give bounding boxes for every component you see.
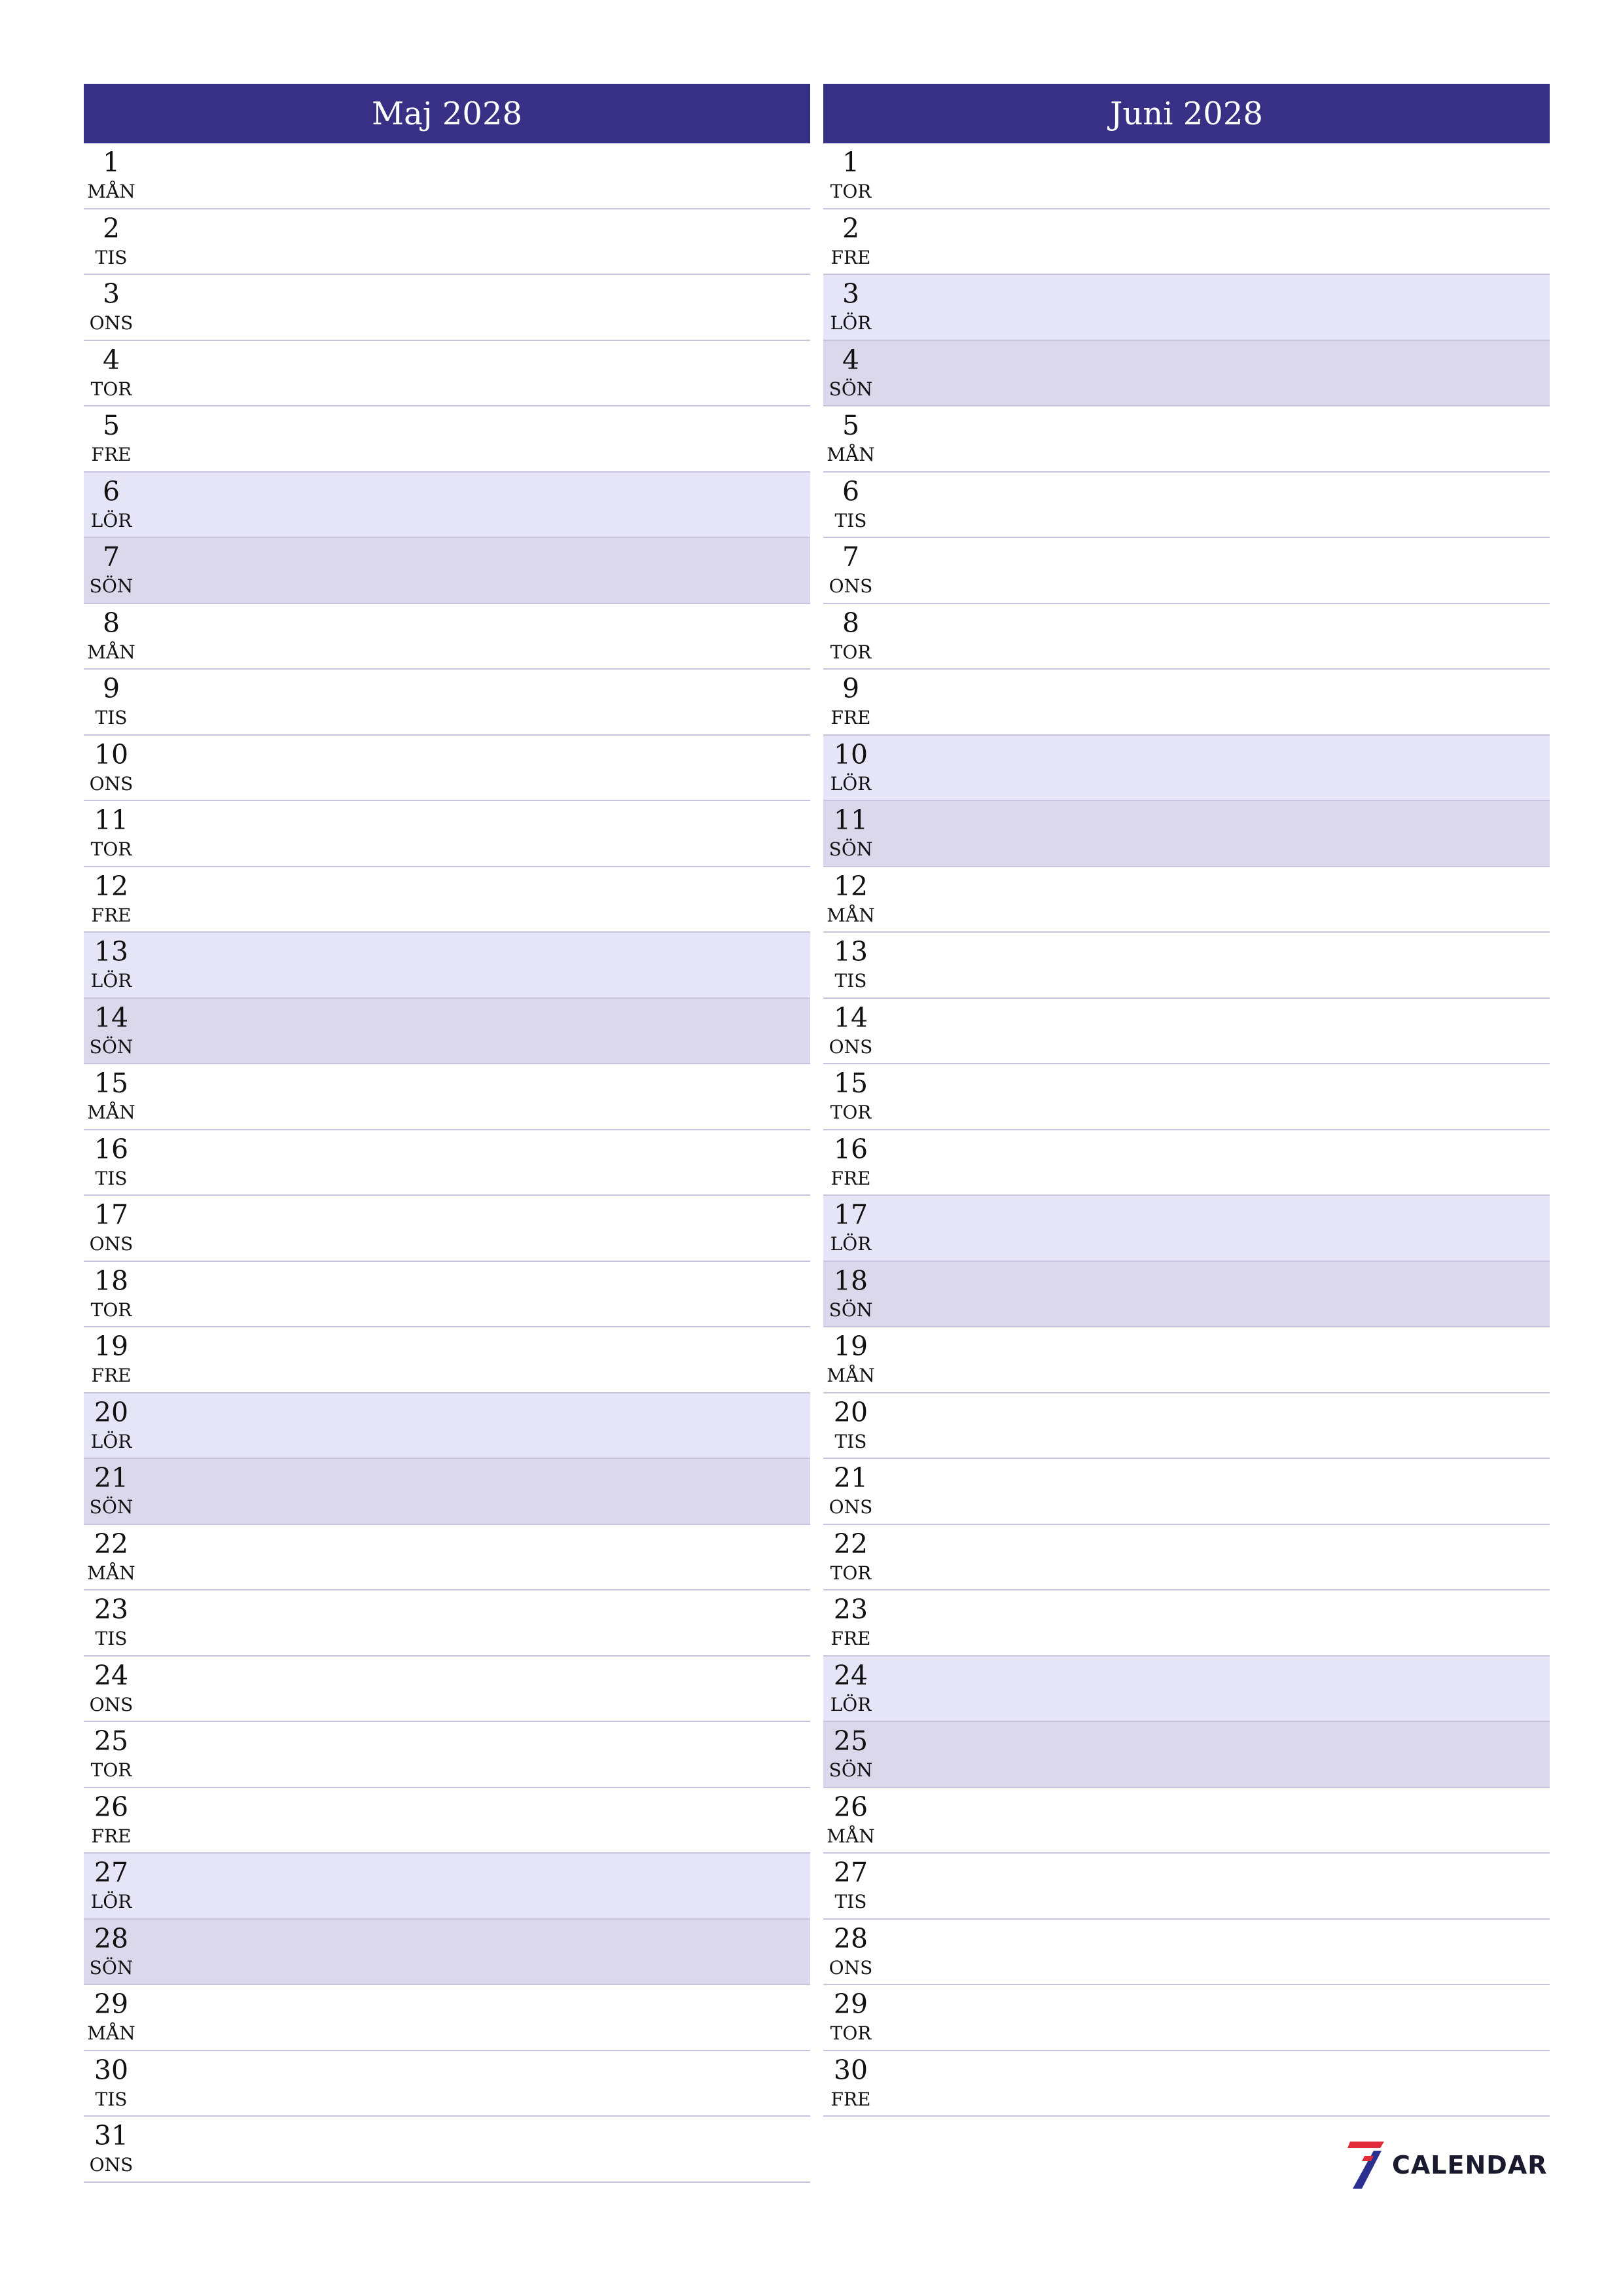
day-row — [84, 1590, 810, 1657]
weekday-label: SÖN — [89, 575, 134, 597]
weekday-label: TIS — [95, 246, 128, 268]
day-number: 29 — [94, 1988, 129, 2020]
day-number: 28 — [833, 1922, 868, 1954]
day-row — [823, 1459, 1550, 1525]
weekday-label: FRE — [830, 1167, 871, 1189]
logo-text: CALENDAR — [1392, 2151, 1548, 2179]
day-row — [84, 1327, 810, 1393]
day-row — [84, 143, 810, 209]
day-row — [823, 341, 1550, 407]
weekday-label: LÖR — [830, 1693, 872, 1715]
weekday-label: SÖN — [89, 1496, 134, 1518]
day-row — [84, 1525, 810, 1591]
day-row — [84, 867, 810, 933]
weekday-label: ONS — [89, 2154, 134, 2176]
day-number: 25 — [94, 1725, 129, 1757]
day-row — [84, 1788, 810, 1854]
day-row — [823, 143, 1550, 209]
day-row — [823, 1657, 1550, 1723]
weekday-label: FRE — [91, 904, 132, 926]
day-number: 2 — [842, 212, 860, 244]
weekday-label: MÅN — [827, 444, 875, 465]
day-row — [823, 1722, 1550, 1788]
day-row — [823, 1854, 1550, 1920]
day-row — [84, 1657, 810, 1723]
day-row — [823, 867, 1550, 933]
day-row — [84, 1985, 810, 2051]
weekday-label: FRE — [830, 2088, 871, 2110]
weekday-label: TIS — [834, 509, 867, 531]
day-row — [823, 1327, 1550, 1393]
day-number: 13 — [94, 936, 129, 967]
weekday-label: SÖN — [829, 378, 873, 400]
day-number: 8 — [102, 607, 120, 639]
day-number: 24 — [833, 1659, 868, 1691]
weekday-label: ONS — [89, 312, 134, 334]
day-number: 4 — [842, 344, 860, 376]
day-row — [84, 473, 810, 539]
day-row — [823, 1064, 1550, 1130]
day-row — [823, 670, 1550, 736]
day-number: 20 — [833, 1396, 868, 1428]
day-row — [823, 736, 1550, 802]
day-number: 13 — [833, 936, 868, 967]
weekday-label: TIS — [834, 970, 867, 992]
weekday-label: TOR — [830, 181, 872, 202]
day-number: 20 — [94, 1396, 129, 1428]
day-row — [84, 275, 810, 341]
day-number: 7 — [102, 541, 120, 573]
weekday-label: LÖR — [90, 1891, 132, 1912]
day-number: 30 — [833, 2054, 868, 2086]
day-row — [823, 275, 1550, 341]
day-number: 15 — [833, 1067, 868, 1099]
day-number: 14 — [833, 1001, 868, 1033]
weekday-label: TIS — [95, 707, 128, 728]
weekday-label: TOR — [90, 1299, 132, 1321]
day-number: 19 — [833, 1331, 868, 1362]
day-number: 16 — [833, 1133, 868, 1165]
day-number: 11 — [94, 804, 129, 836]
day-row — [823, 1788, 1550, 1854]
day-number: 22 — [94, 1528, 129, 1560]
day-number: 5 — [102, 410, 120, 441]
month-column-june — [823, 84, 1550, 2117]
weekday-label: FRE — [830, 246, 871, 268]
weekday-label: SÖN — [829, 1299, 873, 1321]
day-number: 22 — [833, 1528, 868, 1560]
day-number: 28 — [94, 1922, 129, 1954]
day-row — [84, 1130, 810, 1196]
day-number: 1 — [102, 147, 120, 178]
weekday-label: LÖR — [830, 772, 872, 795]
day-row — [84, 1920, 810, 1986]
weekday-label: FRE — [91, 444, 132, 465]
weekday-label: TOR — [830, 2022, 872, 2044]
weekday-label: LÖR — [830, 312, 872, 334]
weekday-label: ONS — [829, 1496, 873, 1518]
weekday-label: FRE — [830, 707, 871, 728]
seven-logo-icon — [1345, 2140, 1387, 2190]
weekday-label: MÅN — [87, 2022, 135, 2044]
day-row — [84, 2051, 810, 2117]
day-row — [823, 406, 1550, 473]
weekday-label: MÅN — [87, 1102, 135, 1123]
weekday-label: TIS — [834, 1430, 867, 1452]
day-row — [84, 1262, 810, 1328]
weekday-label: ONS — [89, 772, 134, 795]
weekday-label: TIS — [95, 1167, 128, 1189]
day-number: 7 — [842, 541, 860, 573]
day-number: 2 — [102, 212, 120, 244]
day-number: 11 — [833, 804, 868, 836]
weekday-label: MÅN — [87, 1562, 135, 1584]
day-number: 19 — [94, 1331, 129, 1362]
day-row — [84, 999, 810, 1065]
day-row — [84, 2117, 810, 2183]
day-row — [84, 1196, 810, 1262]
weekday-label: TOR — [830, 1102, 872, 1123]
month-header: Maj 2028 — [84, 84, 810, 143]
day-number: 17 — [833, 1199, 868, 1230]
day-number: 5 — [842, 410, 860, 441]
weekday-label: FRE — [830, 1628, 871, 1649]
weekday-label: ONS — [829, 575, 873, 597]
weekday-label: MÅN — [827, 1825, 875, 1847]
day-number: 16 — [94, 1133, 129, 1165]
day-row — [823, 999, 1550, 1065]
month-header: Juni 2028 — [823, 84, 1550, 143]
day-row — [823, 933, 1550, 999]
day-number: 9 — [842, 673, 860, 704]
day-number: 1 — [842, 147, 860, 178]
day-number: 29 — [833, 1988, 868, 2020]
day-row — [823, 604, 1550, 670]
weekday-label: MÅN — [87, 181, 135, 202]
day-number: 6 — [102, 475, 120, 507]
day-row — [823, 1525, 1550, 1591]
day-number: 6 — [842, 475, 860, 507]
day-row — [84, 1854, 810, 1920]
day-row — [84, 209, 810, 276]
weekday-label: TOR — [830, 1562, 872, 1584]
day-row — [84, 1393, 810, 1460]
brand-logo — [1345, 2140, 1547, 2190]
day-number: 4 — [102, 344, 120, 376]
day-number: 23 — [833, 1594, 868, 1625]
day-number: 10 — [833, 738, 868, 770]
day-number: 21 — [94, 1462, 129, 1494]
weekday-label: ONS — [89, 1693, 134, 1715]
weekday-label: SÖN — [829, 1759, 873, 1781]
day-number: 30 — [94, 2054, 129, 2086]
weekday-label: TIS — [95, 2088, 128, 2110]
day-number: 21 — [833, 1462, 868, 1494]
day-row — [823, 209, 1550, 276]
day-number: 27 — [833, 1857, 868, 1888]
weekday-label: FRE — [91, 1825, 132, 1847]
weekday-label: SÖN — [89, 1035, 134, 1058]
day-row — [84, 538, 810, 604]
day-row — [84, 1064, 810, 1130]
day-row — [823, 801, 1550, 867]
day-number: 18 — [833, 1265, 868, 1297]
day-row — [823, 1262, 1550, 1328]
day-list — [84, 143, 810, 2183]
day-row — [823, 1130, 1550, 1196]
day-row — [84, 933, 810, 999]
day-row — [84, 341, 810, 407]
day-number: 9 — [102, 673, 120, 704]
day-row — [84, 736, 810, 802]
weekday-label: TOR — [90, 838, 132, 860]
weekday-label: LÖR — [90, 509, 132, 531]
day-row — [84, 1722, 810, 1788]
day-number: 25 — [833, 1725, 868, 1757]
day-row — [823, 1393, 1550, 1460]
weekday-label: ONS — [89, 1233, 134, 1255]
weekday-label: TOR — [830, 641, 872, 663]
day-row — [823, 1920, 1550, 1986]
day-row — [84, 670, 810, 736]
weekday-label: TIS — [834, 1891, 867, 1912]
day-number: 8 — [842, 607, 860, 639]
weekday-label: TIS — [95, 1628, 128, 1649]
weekday-label: LÖR — [90, 970, 132, 992]
day-number: 12 — [94, 870, 129, 902]
day-row — [84, 406, 810, 473]
weekday-label: MÅN — [87, 641, 135, 663]
day-number: 26 — [833, 1791, 868, 1823]
day-number: 24 — [94, 1659, 129, 1691]
day-number: 3 — [842, 278, 860, 310]
day-row — [823, 1590, 1550, 1657]
weekday-label: MÅN — [827, 904, 875, 926]
weekday-label: SÖN — [829, 838, 873, 860]
day-number: 27 — [94, 1857, 129, 1888]
weekday-label: TOR — [90, 378, 132, 400]
day-number: 14 — [94, 1001, 129, 1033]
day-row — [84, 604, 810, 670]
weekday-label: SÖN — [89, 1956, 134, 1979]
day-number: 31 — [94, 2120, 129, 2151]
day-number: 3 — [102, 278, 120, 310]
weekday-label: ONS — [829, 1035, 873, 1058]
day-number: 12 — [833, 870, 868, 902]
weekday-label: LÖR — [90, 1430, 132, 1452]
month-column-may — [84, 84, 810, 2183]
day-row — [823, 538, 1550, 604]
day-number: 23 — [94, 1594, 129, 1625]
day-number: 15 — [94, 1067, 129, 1099]
day-row — [84, 801, 810, 867]
day-row — [84, 1459, 810, 1525]
weekday-label: ONS — [829, 1956, 873, 1979]
day-list — [823, 143, 1550, 2117]
weekday-label: TOR — [90, 1759, 132, 1781]
day-number: 26 — [94, 1791, 129, 1823]
day-row — [823, 473, 1550, 539]
weekday-label: FRE — [91, 1365, 132, 1386]
weekday-label: MÅN — [827, 1365, 875, 1386]
day-row — [823, 1985, 1550, 2051]
weekday-label: LÖR — [830, 1233, 872, 1255]
day-number: 17 — [94, 1199, 129, 1230]
day-number: 18 — [94, 1265, 129, 1297]
day-number: 10 — [94, 738, 129, 770]
day-row — [823, 1196, 1550, 1262]
day-row — [823, 2051, 1550, 2117]
